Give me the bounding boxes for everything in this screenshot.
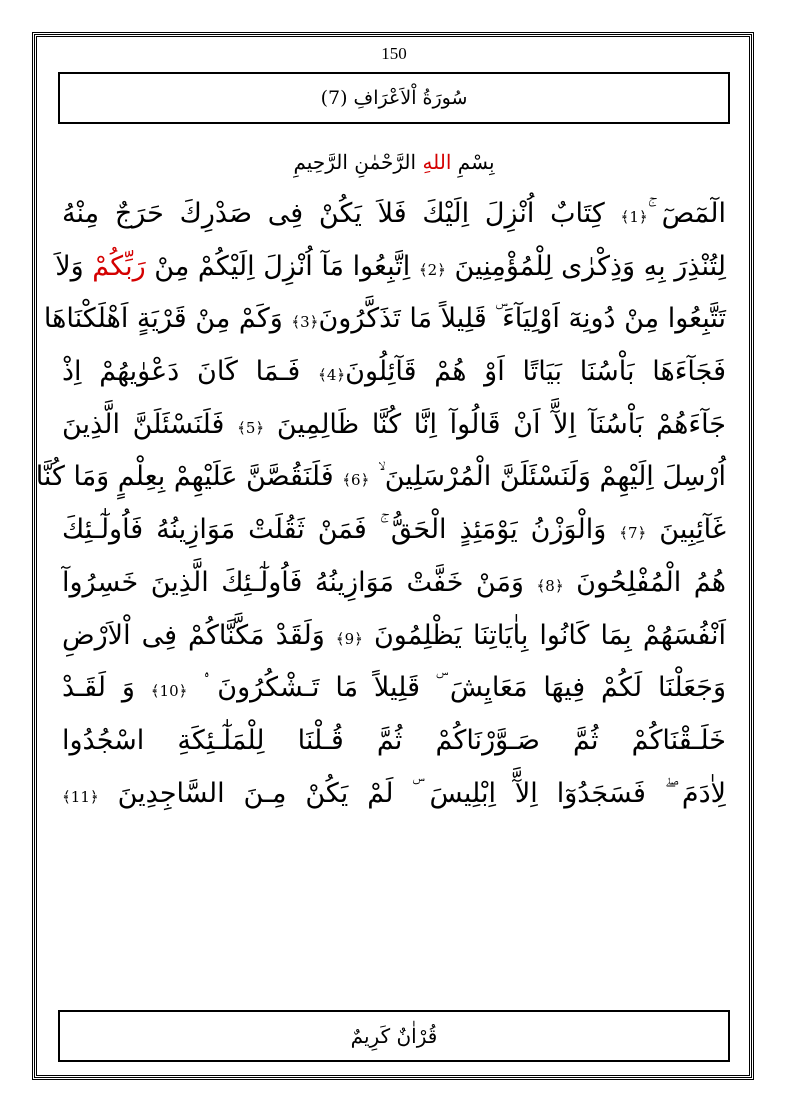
verse-segment: وَكَمْ مِنْ قَرْيَةٍ اَهْلَكْنَاهَا bbox=[43, 303, 292, 335]
verse-segment: وَلَقَدْ مَكَّنَّاكُمْ فِى اْلاَرْضِ bbox=[62, 619, 336, 651]
verse-segment: فَجَآءَهَا بَاْسُنَا بَيَاتًا اَوْ هُمْ قَآئِلُونَ bbox=[345, 356, 726, 388]
basmala-rahman: الرَّحْمٰنِ الرَّحِيمِ bbox=[293, 150, 417, 174]
highlighted-word: رَبِّكُمْ bbox=[92, 250, 146, 282]
verse-segment: اِتَّبِعُوا مَآ اُنْزِلَ اِلَيْكُمْ مِنْ bbox=[145, 250, 419, 282]
verse-line bbox=[62, 662, 726, 715]
ayah-number: ﴿3﴾ bbox=[291, 313, 319, 332]
verse-segment: جَآءَهُمْ بَاْسُنَآ اِلآَّ اَنْ قَالُوآ اِنَّا كُنَّا ظَالِمِينَ bbox=[264, 408, 726, 440]
footer-text: قُرْاٰنٌ كَرِيمٌ bbox=[350, 1024, 438, 1048]
verse-segment: فَلَنَسْئَلَنَّ الَّذِينَ bbox=[62, 408, 238, 440]
surah-header bbox=[58, 72, 730, 124]
verse-segment: وَالْوَزْنُ يَوْمَئِذٍ الْحَقُّ ۚ فَمَنْ ثَقُلَتْ مَوَازِينُهُ فَاُولٰٓـئِكَ bbox=[62, 514, 620, 546]
verse-segment: اُرْسِلَ اِلَيْهِمْ وَلَنَسْئَلَنَّ الْمُرْسَلِينَ ۙ bbox=[369, 461, 726, 493]
surah-title: سُورَةُ اْلاَعْرَافِ (7) bbox=[320, 87, 468, 109]
verse-segment: وَلاَ bbox=[55, 250, 93, 282]
verse-segment: غَآئِبِينَ bbox=[646, 514, 726, 546]
ayah-number: ﴿9﴾ bbox=[335, 629, 363, 648]
verse-segment: وَمَنْ خَفَّتْ مَوَازِينُهُ فَاُولٰٓـئِكَ الَّذِينَ خَسِرُوآ bbox=[62, 566, 537, 598]
verse-segment: خَلَـقْنَاكُمْ ثُمَّ صَـوَّرْنَاكُمْ ثُمَّ قُـلْنَا لِلْمَلٰٓـئِكَةِ اسْجُدُوا bbox=[62, 724, 726, 756]
verse-segment: فَـمَا كَانَ دَعْوٰيهُمْ اِذْ bbox=[62, 356, 319, 388]
verse-line bbox=[55, 241, 726, 294]
verse-line bbox=[62, 610, 726, 663]
verse-line bbox=[35, 451, 726, 504]
basmala-bism: بِسْمِ bbox=[457, 150, 495, 174]
ayah-number: ﴿10﴾ bbox=[150, 682, 188, 701]
verse-segment: هُمُ الْمُفْلِحُونَ bbox=[563, 566, 726, 598]
verse-segment: كِتَابٌ اُنْزِلَ اِلَيْكَ فَلاَ يَكُنْ فِى صَدْرِكَ حَرَجٌ مِنْهُ bbox=[62, 198, 621, 229]
verse-segment: اَنْفُسَهُمْ بِمَا كَانُوا بِاٰيَاتِنَا يَظْلِمُونَ bbox=[362, 619, 726, 651]
verse-line bbox=[62, 346, 726, 399]
ayah-number: ﴿1﴾ bbox=[620, 208, 648, 226]
verse-line bbox=[62, 715, 726, 768]
verse-line bbox=[62, 768, 726, 821]
verse-line bbox=[62, 557, 726, 610]
ayah-number: ﴿6﴾ bbox=[342, 471, 370, 490]
verse-segment: تَتَّبِعُوا مِنْ دُونِهٓ اَوْلِيَآءَ ۜ قَلِيلاً مَا تَذَكَّرُونَ bbox=[318, 303, 726, 335]
ayah-number: ﴿8﴾ bbox=[536, 576, 564, 595]
ayah-number: ﴿7﴾ bbox=[619, 524, 647, 543]
basmala-allah: اللهِ bbox=[422, 150, 452, 174]
footer-box bbox=[58, 1010, 730, 1062]
ayah-number: ﴿11﴾ bbox=[62, 787, 99, 806]
verse-segment: وَ لَقَـدْ bbox=[62, 672, 151, 704]
ayah-number: ﴿2﴾ bbox=[418, 260, 446, 279]
verse-line bbox=[62, 504, 726, 557]
verse-text-body bbox=[35, 188, 727, 820]
verse-line bbox=[62, 399, 726, 452]
verse-segment: وَجَعَلْنَا لَكُمْ فِيهَا مَعَايِشَ ۜ قَلِيلاً مَا تَـشْكُرُونَ ۟ bbox=[187, 672, 727, 704]
page-number: 150 bbox=[381, 44, 407, 63]
verse-segment: فَلَنَقُصَّنَّ عَلَيْهِمْ بِعِلْمٍ وَمَا كُنَّا bbox=[35, 461, 343, 493]
verse-line bbox=[43, 293, 726, 346]
verse-segment: لِتُنْذِرَ بِهِ وَذِكْرٰى لِلْمُؤْمِنِينَ bbox=[445, 250, 726, 282]
verse-line bbox=[62, 188, 726, 241]
ayah-number: ﴿4﴾ bbox=[318, 366, 346, 385]
verse-segment: الٓمٓصٓ ۚ bbox=[647, 198, 726, 229]
ayah-number: ﴿5﴾ bbox=[237, 418, 265, 437]
basmala bbox=[0, 150, 788, 174]
verse-segment: لِاٰدَمَ ۖ فَسَجَدُوٓا اِلآَّ اِبْلِيسَ ۜ لَمْ يَكُنْ مِـنَ السَّاجِدِينَ bbox=[98, 777, 726, 809]
